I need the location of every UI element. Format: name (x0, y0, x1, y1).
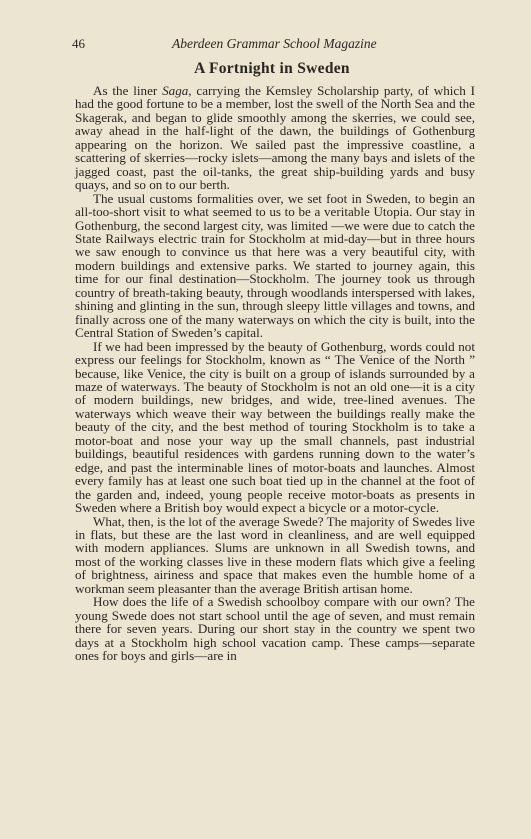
paragraph: The usual customs formalities over, we set foot in Sweden, to begin an all-too-short visit to what seemed to us to be a veritable Utopia. Our stay in Gothenburg, the second largest city, was limited —we were due to catch the State Railways electric train for Stockholm at mid-day—but in three hours we saw enough to convince us that here was a very beautiful city, with modern buildings and extensive parks. We started to journey again, this time for our final destination—Stockholm. The journey took us through country of breath-taking beauty, through woodlands interspersed with lakes, shining and glinting in the sun, through sleepy little villages and towns, and finally across one of the many waterways on which the city is built, into the Central Station of Sweden’s capital. (75, 190, 475, 341)
paragraph-text: , carrying the Kemsley Scholarship party, of which I had the good fortune to be a member, lost the swell of the North Sea and the Skagerak, and began to glide smoothly among the skerries, we could see, away ahead in the half-light of the dawn, the buildings of Gothenburg appearing on the horizon. We sailed past the impressive coastline, a scattering of skerries—rocky islets—among the many bays and islets of the jagged coast, past the oil-tanks, the great ship-building yards and busy quays, and so on to our berth. (75, 83, 475, 193)
paragraph (75, 84, 475, 192)
running-head (72, 36, 472, 54)
article-body (75, 84, 475, 662)
journal-title: Aberdeen Grammar School Magazine (172, 36, 377, 51)
paragraph-text: As the liner (93, 83, 163, 98)
article-title: A Fortnight in Sweden (194, 60, 350, 77)
paragraph: How does the life of a Swedish schoolboy compare with our own? The young Swede does not start school until the age of seven, and must remain there for seven years. During our short stay in the country we spent two days at a Stockholm high school vacation camp. These camps—separate ones for boys and girls—are in (75, 594, 475, 664)
ship-name: Saga (162, 83, 189, 98)
paragraph: What, then, is the lot of the average Swede? The majority of Swedes live in flats, but these are the last word in cleanliness, and are well equipped with modern appliances. Slums are unknown in all Swedish towns, and most of the working classes live in these modern flats which give a feeling of brightness, airiness and space that makes even the humble home of a workman seem pleasanter than the average British artisan home. (75, 513, 475, 596)
page-number: 46 (72, 36, 85, 51)
paragraph: If we had been impressed by the beauty of Gothenburg, words could not express our feelings for Stockholm, known as “ The Venice of the North ” because, like Venice, the city is built on a group of islands surrounded by a maze of waterways. The beauty of Stockholm is not an old one—it is a city of modern buildings, new bridges, and wide, tree-lined avenues. The waterways which weave their way between the buildings really make the beauty of the city, and the best method of touring Stockholm is to take a motor-boat and nose your way up the small channels, past industrial buildings, beautiful residences with gardens running down to the water’s edge, and past the interminable lines of motor-boats and launches. Almost every family has at least one such boat tied up in the channel at the foot of the garden and, indeed, young people receive motor-boats as presents in Sweden where a British boy would expect a bicycle or a motor-cycle. (75, 338, 475, 516)
